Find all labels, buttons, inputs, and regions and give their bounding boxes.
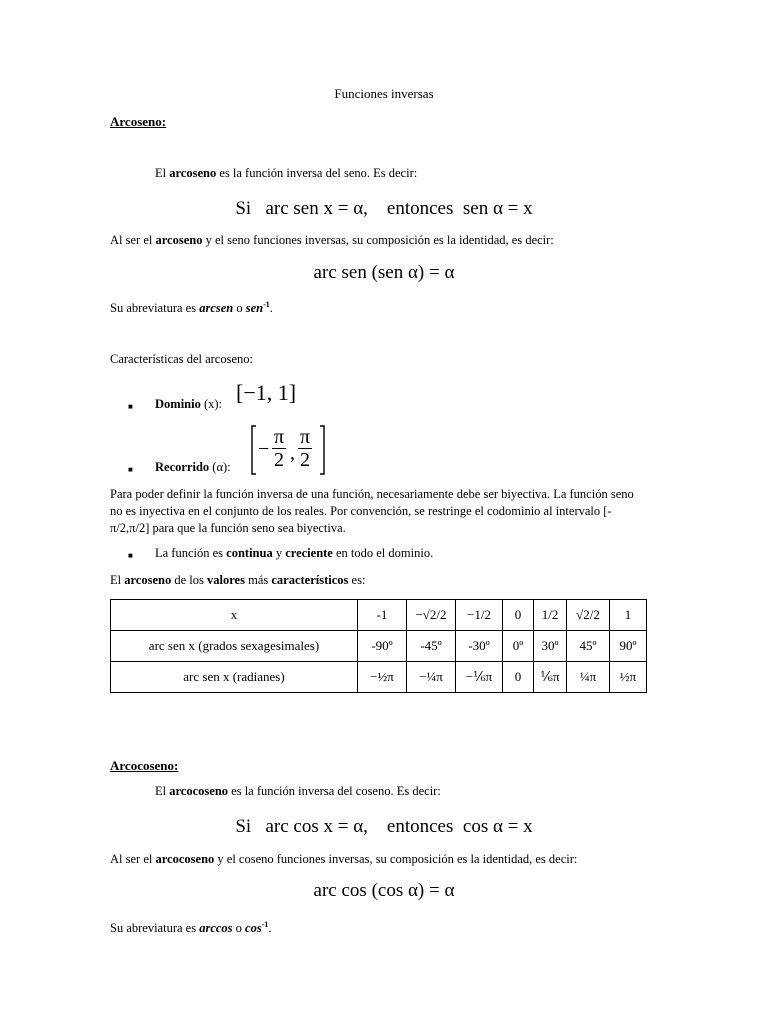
frac-den: 2	[300, 449, 311, 471]
recorrido-label: Recorrido	[155, 460, 210, 474]
formula-part-a: arc cos x = α,	[265, 816, 368, 837]
comp-text-end: y el coseno funciones inversas, su composición es la identidad, es decir:	[214, 852, 578, 866]
abbr-or: o	[233, 301, 246, 316]
bullet-icon: ■	[128, 551, 133, 560]
abbr-sup: -1	[263, 300, 270, 309]
arcoseno-formula-definition	[0, 198, 768, 220]
abbr-arcsen: arcsen	[199, 301, 234, 316]
table-cell: −√2/2	[407, 600, 456, 631]
table-row	[111, 662, 647, 693]
recorrido-item	[155, 460, 231, 475]
table-cell: 0º	[503, 631, 534, 662]
table-cell: 0	[503, 600, 534, 631]
page-title: Funciones inversas	[334, 86, 434, 101]
table-row-label: arc sen x (radianes)	[111, 662, 358, 693]
table-cell: ½π	[610, 662, 647, 693]
arcoseno-intro	[155, 166, 417, 181]
formula-entonces: entonces	[386, 198, 454, 219]
table-cell: −⅙π	[456, 662, 503, 693]
arcocoseno-abbreviation	[110, 920, 272, 936]
continua-item	[155, 546, 433, 561]
caracteristicas-label: Características del arcoseno:	[110, 352, 253, 366]
arcocoseno-intro	[155, 784, 441, 799]
comp-bold: arcocoseno	[155, 852, 215, 866]
comp-bold: arcoseno	[155, 233, 203, 247]
arcocoseno-heading: Arcocoseno:	[110, 758, 179, 773]
table-cell: 1/2	[534, 600, 567, 631]
table-cell: −1/2	[456, 600, 503, 631]
vals-bold-arcoseno: arcoseno	[124, 573, 172, 587]
table-cell: 45º	[567, 631, 610, 662]
cont-and: y	[272, 546, 286, 560]
cont-text: La función es	[155, 546, 227, 560]
table-header-x: x	[111, 600, 358, 631]
table-cell: -1	[358, 600, 407, 631]
intro-text-end: es la función inversa del coseno. Es decir:	[228, 784, 441, 798]
formula-si: Si	[235, 816, 252, 837]
valores-intro	[110, 573, 365, 588]
formula-si: Si	[235, 198, 252, 219]
dominio-value: [−1, 1]	[236, 380, 297, 405]
recorrido-minus: −	[258, 438, 270, 460]
table-cell: −½π	[358, 662, 407, 693]
vals-text-mid2: más	[244, 573, 272, 587]
intro-text: El	[155, 166, 170, 180]
arcoseno-abbreviation	[110, 300, 273, 316]
abbr-or: o	[232, 921, 246, 936]
vals-text: El	[110, 573, 125, 587]
bullet-icon: ■	[128, 465, 133, 474]
abbr-end: .	[268, 921, 272, 936]
arcocoseno-composition-text	[110, 852, 577, 867]
intro-text: El	[155, 784, 170, 798]
comp-text: Al ser el	[110, 233, 156, 247]
vals-bold-valores: valores	[207, 573, 245, 587]
table-cell: 90º	[610, 631, 647, 662]
arcocoseno-formula-identity: arc cos (cos α) = α	[313, 880, 455, 901]
formula-part-b: cos α = x	[462, 816, 533, 837]
frac-num: π	[274, 426, 285, 448]
intro-bold: arcocoseno	[169, 784, 229, 798]
intro-text-end: es la función inversa del seno. Es decir:	[216, 166, 418, 180]
arcoseno-values-table	[110, 599, 647, 693]
arcocoseno-formula-definition	[0, 816, 768, 838]
comp-text-end: y el seno funciones inversas, su composición es la identidad, es decir:	[202, 233, 554, 247]
abbr-sen: sen	[245, 301, 264, 316]
biyectiva-paragraph: Para poder definir la función inversa de una función, necesariamente debe ser biyectiva. La función seno no es inyectiva en el conjunto de los reales. Por convención, se restringe el codominio al intervalo [-π/2,π/2] para que la función seno sea biyectiva.	[110, 487, 634, 535]
arcoseno-heading: Arcoseno:	[110, 114, 167, 129]
bullet-icon: ■	[128, 402, 133, 411]
frac-num: π	[300, 426, 311, 448]
frac-den: 2	[274, 449, 285, 471]
dominio-var: (x):	[200, 397, 223, 411]
table-row-label: arc sen x (grados sexagesimales)	[111, 631, 358, 662]
cont-bold-continua: continua	[226, 546, 273, 560]
dominio-label: Dominio	[155, 397, 201, 411]
abbr-arccos: arccos	[199, 921, 233, 936]
abbr-text: Su abreviatura es	[110, 301, 200, 316]
table-cell: 0	[503, 662, 534, 693]
formula-part-b: sen α = x	[462, 198, 533, 219]
table-cell: 30º	[534, 631, 567, 662]
comp-text: Al ser el	[110, 852, 156, 866]
table-cell: ⅙π	[534, 662, 567, 693]
cont-text-end: en todo el dominio.	[332, 546, 434, 560]
arcoseno-composition-text	[110, 233, 554, 248]
table-cell: ¼π	[567, 662, 610, 693]
arcoseno-formula-identity: arc sen (sen α) = α	[313, 262, 455, 283]
table-cell: -90º	[358, 631, 407, 662]
recorrido-frac-b	[298, 426, 312, 471]
table-cell: -45º	[407, 631, 456, 662]
formula-entonces: entonces	[386, 816, 454, 837]
abbr-end: .	[269, 301, 273, 316]
vals-text-end: es:	[348, 573, 366, 587]
intro-bold: arcoseno	[169, 166, 217, 180]
table-row	[111, 631, 647, 662]
vals-bold-caracteristicos: característicos	[271, 573, 349, 587]
table-cell: 1	[610, 600, 647, 631]
abbr-cos: cos	[245, 921, 262, 936]
table-row	[111, 600, 647, 631]
recorrido-var: (α):	[209, 460, 231, 474]
table-cell: √2/2	[567, 600, 610, 631]
recorrido-frac-a	[272, 426, 286, 471]
recorrido-comma: ,	[290, 442, 295, 464]
formula-part-a: arc sen x = α,	[265, 198, 368, 219]
dominio-item	[155, 397, 222, 412]
table-cell: −¼π	[407, 662, 456, 693]
vals-text-mid: de los	[171, 573, 207, 587]
abbr-sup: -1	[261, 920, 269, 929]
abbr-text: Su abreviatura es	[110, 921, 200, 936]
cont-bold-creciente: creciente	[285, 546, 333, 560]
table-cell: -30º	[456, 631, 503, 662]
